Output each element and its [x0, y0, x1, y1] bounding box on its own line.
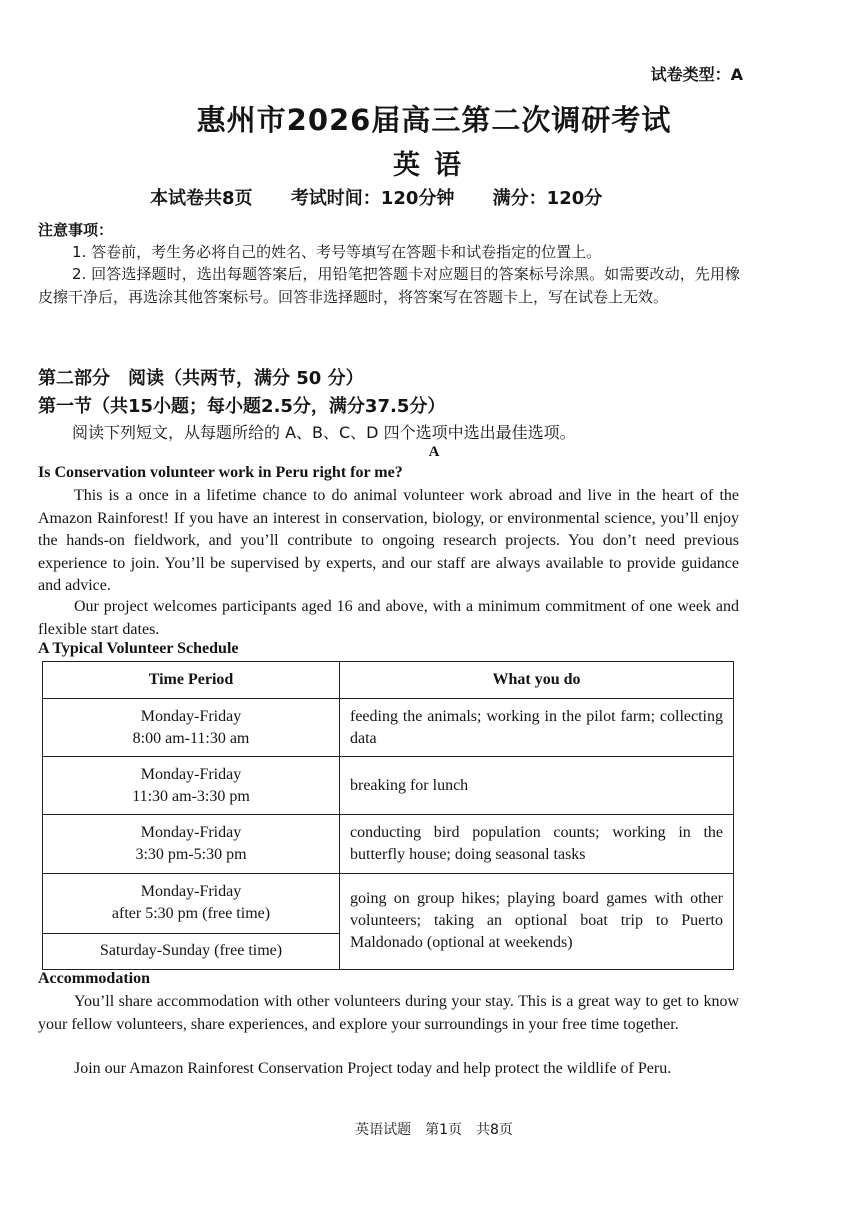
table-cell-activity: feeding the animals; working in the pilot farm; collecting data [340, 699, 734, 757]
table-header-row [43, 662, 734, 699]
table-header-what: What you do [340, 662, 734, 699]
exam-info-line [150, 184, 634, 210]
table-cell-time [43, 815, 340, 873]
row-day: Monday-Friday [140, 883, 242, 901]
row-time: 3:30 pm-5:30 pm [135, 846, 247, 864]
row-time: 11:30 am-3:30 pm [132, 787, 250, 805]
section-title: 第一节（共15小题；每小题2.5分，满分37.5分） [38, 396, 446, 417]
schedule-table-title: A Typical Volunteer Schedule [38, 640, 239, 657]
table-cell-activity: going on group hikes; playing board games with other volunteers; taking an optional boat trip to Puerto Maldonado (optional at weekends) [340, 873, 734, 969]
notice-item-2: 2. 回答选择题时，选出每题答案后，用铅笔把答题卡对应题目的答案标号涂黑。如需要改动，先用橡皮擦干净后，再选涂其他答案标号。回答非选择题时，将答案写在答题卡上，写在试卷上无效。 [38, 265, 740, 306]
reading-instruction: 阅读下列短文，从每题所给的 A、B、C、D 四个选项中选出最佳选项。 [72, 423, 576, 442]
passage-letter: A [428, 444, 440, 460]
table-row [43, 757, 734, 815]
table-cell-time [43, 873, 340, 933]
row-day: Monday-Friday [140, 707, 242, 725]
passage-paragraph-2: Our project welcomes participants aged 16 and above, with a minimum commitment of one week and flexible start dates. [38, 598, 739, 638]
page-footer: 英语试题 第1页 共8页 [355, 1122, 513, 1138]
exam-type-label: 试卷类型：A [650, 65, 743, 84]
table-header-time: Time Period [43, 662, 340, 699]
table-cell-time [43, 699, 340, 757]
passage-paragraph-4: Join our Amazon Rainforest Conservation Project today and help protect the wildlife of Peru. [74, 1060, 672, 1077]
table-row [43, 699, 734, 757]
table-cell-time: Saturday-Sunday (free time) [43, 933, 340, 969]
page-count: 本试卷共8页 [150, 188, 253, 209]
table-cell-activity: conducting bird population counts; working in the butterfly house; doing seasonal tasks [340, 815, 734, 873]
exam-duration: 考试时间：120分钟 [290, 188, 455, 209]
schedule-table [42, 661, 734, 970]
row-time: 8:00 am-11:30 am [132, 729, 250, 747]
passage-paragraph-3: You’ll share accommodation with other volunteers during your stay. This is a great way to get to know your fellow volunteers, share experiences, and explore your surroundings in your free time together. [38, 993, 739, 1033]
accommodation-title: Accommodation [38, 970, 150, 987]
table-cell-activity: breaking for lunch [340, 757, 734, 815]
part-title: 第二部分 阅读（共两节，满分 50 分） [38, 368, 364, 389]
passage-paragraph-1: This is a once in a lifetime chance to do animal volunteer work abroad and live in the heart of the Amazon Rainforest! If you have an interest in conservation, biology, or environmental science, you’ll enjoy the hands-on fieldwork, and you’ll contribute to ongoing research projects. You don’t need previous experience to join. You’ll be supervised by experts, and our staff are always available to provide guidance and advice. [38, 487, 739, 594]
table-row [43, 873, 734, 933]
exam-title: 惠州市2026届高三第二次调研考试 [196, 103, 672, 137]
table-row [43, 815, 734, 873]
notice-item-1: 1. 答卷前，考生务必将自己的姓名、考号等填写在答题卡和试卷指定的位置上。 [72, 243, 602, 261]
notice-title: 注意事项： [38, 221, 114, 239]
row-day: Monday-Friday [140, 824, 242, 842]
row-time: after 5:30 pm (free time) [111, 905, 271, 923]
subject-title: 英语 [393, 150, 475, 181]
row-day: Monday-Friday [140, 765, 242, 783]
full-score: 满分：120分 [492, 188, 603, 209]
table-cell-time [43, 757, 340, 815]
passage-title: Is Conservation volunteer work in Peru right for me? [38, 464, 403, 481]
